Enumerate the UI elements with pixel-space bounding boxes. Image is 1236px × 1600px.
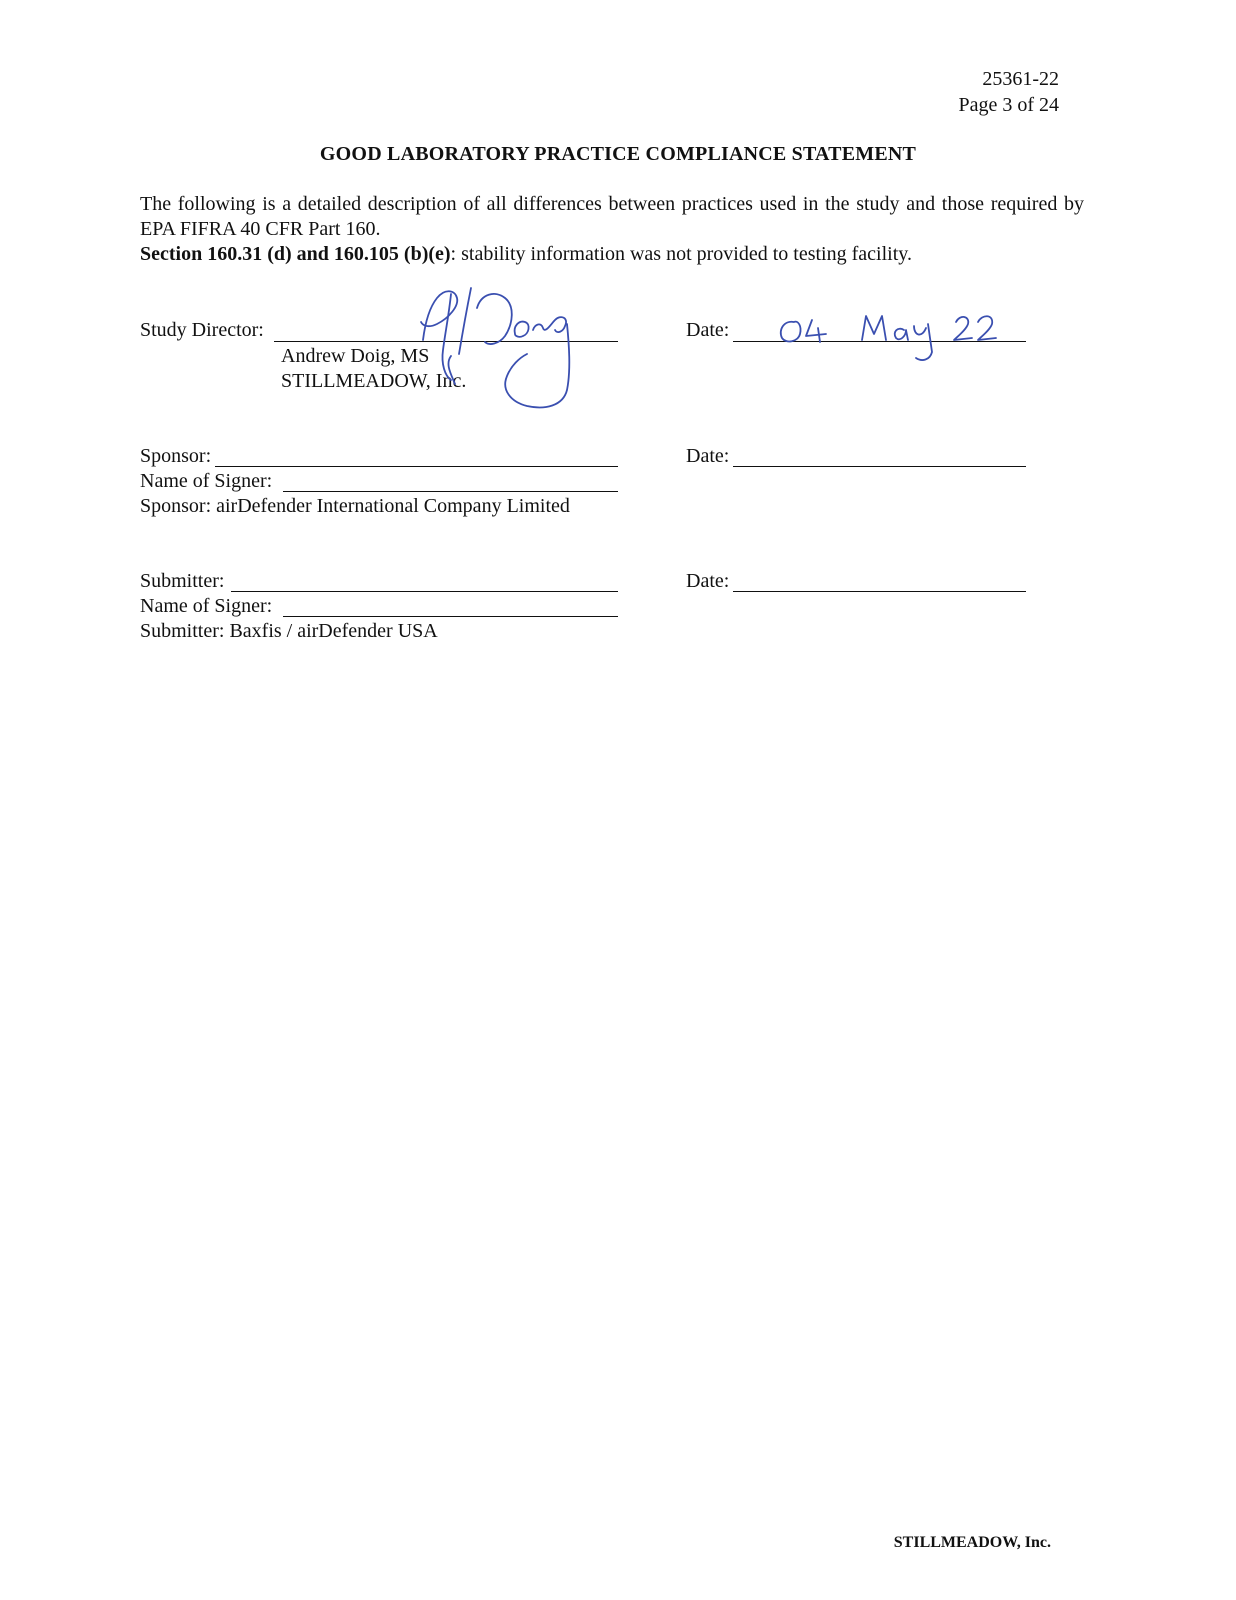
sponsor-signature-line[interactable] [215, 466, 618, 467]
study-director-org: STILLMEADOW, Inc. [281, 370, 467, 392]
submitter-signer-label: Name of Signer: [140, 595, 273, 617]
sponsor-date-line[interactable] [733, 466, 1026, 467]
sponsor-signer-line[interactable] [283, 491, 618, 492]
submitter-signature-line[interactable] [231, 591, 618, 592]
deviation-text: : stability information was not provided to testing facility. [450, 243, 912, 265]
deviation-section: Section 160.31 (d) and 160.105 (b)(e) [140, 243, 451, 265]
document-number: 25361-22 [982, 68, 1059, 90]
sponsor-date-label: Date: [686, 445, 730, 467]
study-director-date-label: Date: [686, 319, 730, 341]
study-director-name: Andrew Doig, MS [281, 345, 430, 367]
sponsor-signer-label: Name of Signer: [140, 470, 273, 492]
study-director-signature [415, 284, 595, 414]
page-title: GOOD LABORATORY PRACTICE COMPLIANCE STATEMENT [319, 143, 917, 165]
submitter-signer-line[interactable] [283, 616, 618, 617]
submitter-date-line[interactable] [733, 591, 1026, 592]
intro-paragraph: The following is a detailed description of all differences between practices used in the study and those required by EPA FIFRA 40 CFR Part 160. [140, 193, 1084, 240]
sponsor-info: Sponsor: airDefender International Company Limited [140, 495, 570, 517]
sponsor-label: Sponsor: [140, 445, 212, 467]
deviation-paragraph [140, 242, 1084, 267]
submitter-label: Submitter: [140, 570, 225, 592]
submitter-date-label: Date: [686, 570, 730, 592]
submitter-info: Submitter: Baxfis / airDefender USA [140, 620, 438, 642]
study-director-handwritten-date [772, 300, 1012, 368]
page-number: Page 3 of 24 [958, 94, 1059, 116]
study-director-label: Study Director: [140, 319, 264, 341]
footer-company: STILLMEADOW, Inc. [893, 1534, 1051, 1551]
